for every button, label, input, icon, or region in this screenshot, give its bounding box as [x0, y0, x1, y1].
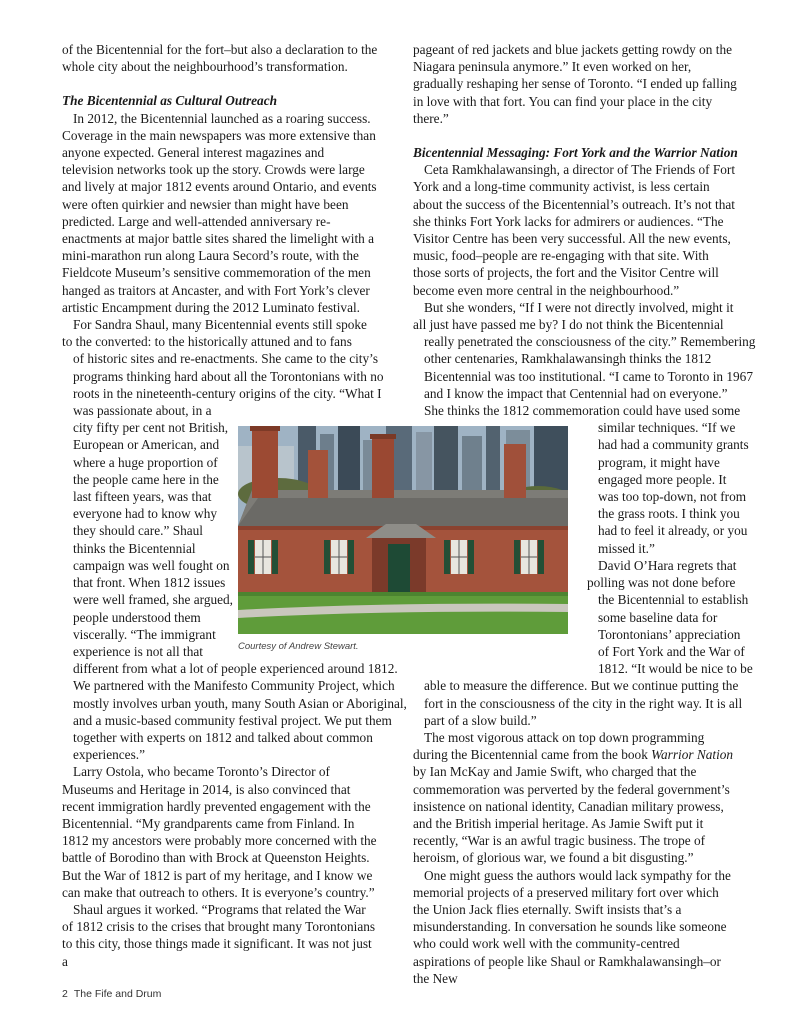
text-line: really penetrated the consciousness of the city.” Remembering: [424, 334, 756, 350]
page-number: 2: [62, 988, 68, 1000]
text-line: the people came here in the: [73, 471, 219, 487]
fort-york-barracks-photo: [238, 426, 568, 634]
text-line: program, it might have: [598, 454, 720, 470]
text-line: to the converted: to the historically attuned and to fans: [62, 334, 352, 350]
page-footer: [62, 988, 167, 1000]
text-line: polling was not done before: [587, 575, 736, 591]
text-line: had to feel it already, or you: [598, 523, 748, 539]
text-line: But she wonders, “If I were not directly involved, might it: [424, 299, 734, 315]
text-line: and I know the impact that Centennial had on everyone.”: [424, 385, 728, 401]
text-line: Bicentennial was too institutional. “I came to Toronto in 1967: [424, 368, 753, 384]
text-line: was too top-down, not from: [598, 489, 747, 505]
text-line: where a huge proportion of: [73, 454, 218, 470]
text-line: missed it.”: [598, 540, 655, 556]
text-line: 1812. “It would be nice to be: [598, 661, 753, 677]
text-line: the Bicentennial to establish: [598, 592, 749, 608]
text-line: experiences.”: [73, 747, 145, 763]
text-line: Torontonians’ appreciation: [598, 626, 741, 642]
paragraph: One might guess the authors would lack sympathy for the memorial projects of a preserved military fort over which the Union Jack flies eternally. Swift insists that’s a misunderstanding. In conversation he sounds like someone who could work well with the community-centred aspirations of people like Shaul or Ramkhalawansingh–or the New: [413, 867, 731, 986]
text-line: and a music-based community festival project. We put them: [73, 712, 392, 728]
text-line: together with experts on 1812 and talked about common: [73, 729, 373, 745]
text-line: of historic sites and re-enactments. She came to the city’s: [73, 351, 378, 367]
photo-caption: Courtesy of Andrew Stewart.: [238, 641, 359, 652]
text-line: they should care.” Shaul: [73, 523, 203, 539]
text-line: people understood them: [73, 609, 201, 625]
section-heading-cultural-outreach: The Bicentennial as Cultural Outreach: [62, 93, 278, 109]
text-line: part of a slow build.”: [424, 712, 537, 728]
section-heading-warrior-nation: Bicentennial Messaging: Fort York and the Warrior Nation: [413, 145, 738, 161]
text-line: For Sandra Shaul, many Bicentennial events still spoke: [73, 317, 367, 333]
text-line: some baseline data for: [598, 609, 718, 625]
book-title: Warrior Nation: [651, 747, 734, 763]
text-line: experience is not all that: [73, 643, 203, 659]
paragraph: Shaul argues it worked. “Programs that related the War of 1812 crisis to the crises that brought many Torontonians to this city, those things made it significant. It was not just a: [62, 901, 376, 969]
text-line: roots in the nineteenth-century origins of the city. “What I: [73, 385, 382, 401]
paragraph: In 2012, the Bicentennial launched as a roaring success. Coverage in the main newspapers was more extensive than anyone expected. General interest magazines and television networks took up the story. Crowds were large and lively at major 1812 events around Ontario, and events were often quirkier and newsier than might have been predicted. Large and well-attended anniversary re-enactments at major battle sites shared the limelight with a mini-marathon run along Laura Secord’s route, with the Fieldcote Museum’s sensitive commemoration of the men hanged as traitors at Ancaster, and with Fort York’s clever artistic Encampment during the 2012 Luminato festival.: [62, 110, 377, 315]
paragraph-ramkhalawansingh: Ceta Ramkhalawansingh, a director of The Friends of Fort York and a long-time community activist, is less certain about the success of the Bicentennial’s outreach. It’s not that she thinks Fort York lacks for admirers or audiences. “The Visitor Centre has been very successful. All the new events, music, food–people are re-engaging with that site. With those sorts of projects, the fort and the Visitor Centre will become even more central in the neighbourhood.”: [413, 162, 736, 298]
text-line: everyone had to know why: [73, 506, 218, 522]
text-line: campaign was well fought on: [73, 557, 230, 573]
paragraph-warrior-nation: [413, 729, 738, 867]
text-run: The most vigorous attack on top down programming during the Bicentennial came from the book: [413, 729, 705, 763]
paragraph-ostola: Larry Ostola, who became Toronto’s Director of Museums and Heritage in 2014, is also convinced that recent immigration hardly prevented engagement with the Bicentennial. “My grandparents came from Finland. In 1812 my ancestors were probably more concerned with the battle of Borodino than with Brock at Queenston Heights. But the War of 1812 is part of my heritage, and I know we can make that outreach to others. It is everyone’s country.”: [62, 764, 377, 900]
text-line: were well framed, she argued,: [73, 592, 233, 608]
text-line: thinks the Bicentennial: [73, 540, 196, 556]
text-line: David O’Hara regrets that: [598, 557, 737, 573]
paragraph: of the Bicentennial for the fort–but also a declaration to the whole city about the neighbourhood’s transformation.: [62, 42, 378, 75]
text-line: We partnered with the Manifesto Community Project, which: [73, 678, 395, 694]
text-line: different from what a lot of people experienced around 1812.: [73, 661, 398, 677]
text-line: other centenaries, Ramkhalawansingh thinks the 1812: [424, 351, 712, 367]
text-line: fort in the consciousness of the city in the right way. It is all: [424, 695, 743, 711]
text-line: similar techniques. “If we: [598, 420, 736, 436]
text-line: was passionate about, in a: [73, 403, 212, 419]
text-line: She thinks the 1812 commemoration could have used some: [424, 403, 741, 419]
publication-name: The Fife and Drum: [73, 988, 162, 1000]
text-line: mostly involves urban youth, many South Asian or Aboriginal,: [73, 695, 407, 711]
text-line: engaged more people. It: [598, 471, 727, 487]
text-line: of Fort York and the War of: [598, 643, 745, 659]
text-line: all just have passed me by? I do not think the Bicentennial: [413, 317, 724, 333]
paragraph: pageant of red jackets and blue jackets getting rowdy on the Niagara peninsula anymore.” It even worked on her, gradually reshaping her sense of Toronto. “I ended up falling in love with that fort. You can find your place in the city there.”: [413, 42, 737, 126]
text-line: had had a community grants: [598, 437, 749, 453]
text-line: last fifteen years, was that: [73, 489, 212, 505]
text-line: the grass roots. I think you: [598, 506, 740, 522]
text-line: European or American, and: [73, 437, 220, 453]
barracks-illustration: [238, 426, 568, 634]
text-run: by Ian McKay and Jamie Swift, who charged that the commemoration was perverted by the federal government’s insistence on national identity, Canadian military prowess, and the British imperial heritage. As Jamie Swift put it recently, “War is an awful tragic business. The trope of heroism, of glorious war, we found a bit disgusting.”: [413, 764, 730, 866]
text-line: programs thinking hard about all the Torontonians with no: [73, 368, 384, 384]
text-line: that front. When 1812 issues: [73, 575, 226, 591]
text-line: city fifty per cent not British,: [73, 420, 229, 436]
text-line: viscerally. “The immigrant: [73, 626, 216, 642]
text-line: able to measure the difference. But we continue putting the: [424, 678, 739, 694]
